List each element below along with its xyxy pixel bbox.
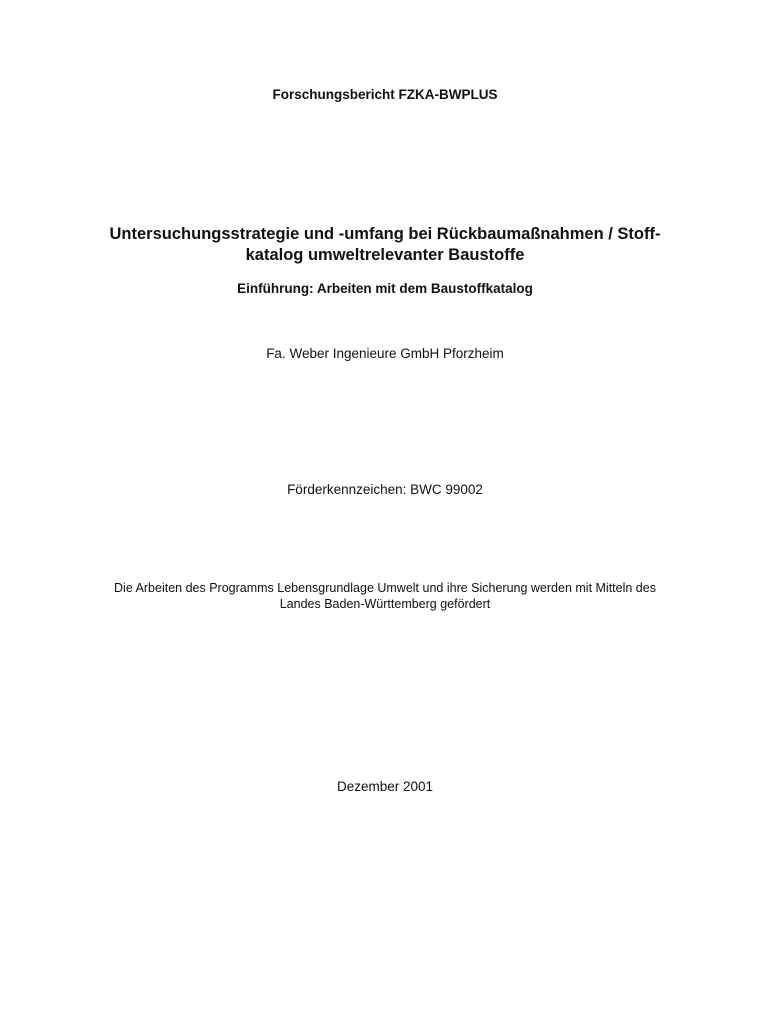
company-name: Fa. Weber Ingenieure GmbH Pforzheim xyxy=(266,346,504,361)
report-series-heading: Forschungsbericht FZKA-BWPLUS xyxy=(272,87,498,102)
funding-note-line-1: Die Arbeiten des Programms Lebensgrundlage Umwelt und ihre Sicherung werden mit Mitteln des xyxy=(114,581,656,595)
document-title-line-2: katalog umweltrelevanter Baustoffe xyxy=(245,246,525,264)
funding-note xyxy=(0,580,770,612)
document-title-line-1: Untersuchungsstrategie und -umfang bei Rückbaumaßnahmen / Stoff- xyxy=(109,225,661,243)
funding-code: Förderkennzeichen: BWC 99002 xyxy=(287,482,483,497)
document-title xyxy=(0,224,770,266)
document-subtitle: Einführung: Arbeiten mit dem Baustoffkatalog xyxy=(237,281,533,296)
document-date: Dezember 2001 xyxy=(336,779,434,794)
funding-note-line-2: Landes Baden-Württemberg gefördert xyxy=(279,597,491,611)
